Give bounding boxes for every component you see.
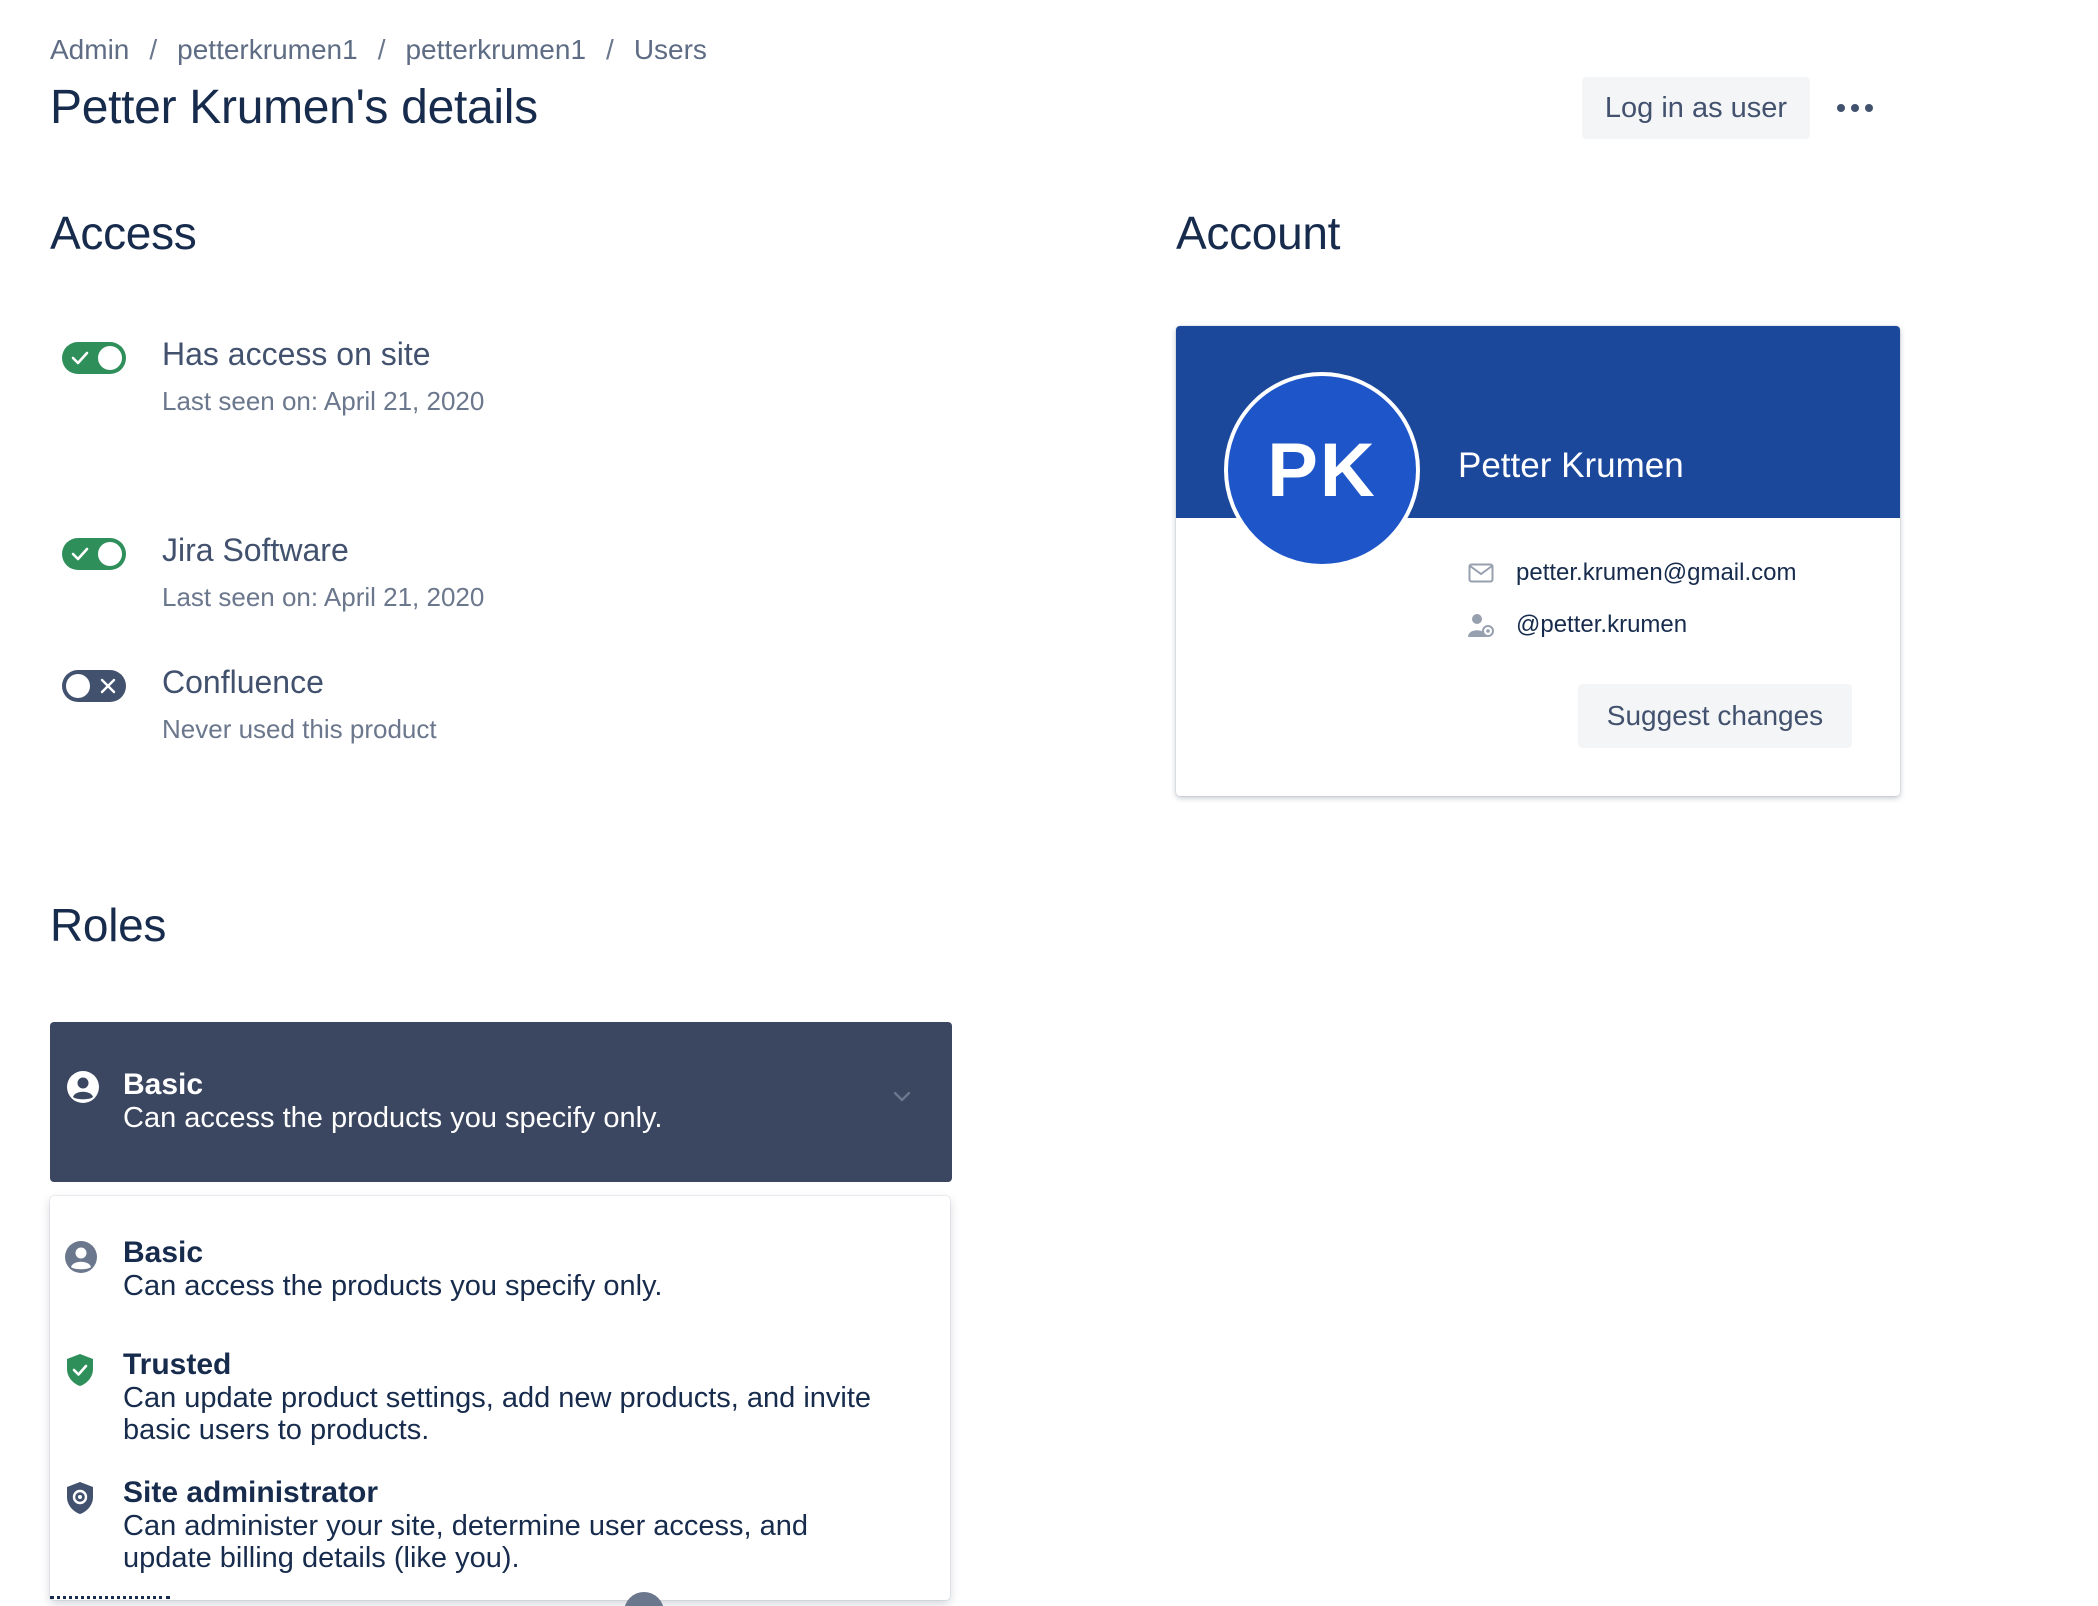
more-actions-button[interactable] — [1830, 88, 1880, 128]
log-in-as-user-button[interactable]: Log in as user — [1582, 77, 1810, 139]
role-option-basic[interactable] — [50, 1236, 950, 1326]
access-item-subtitle: Never used this product — [162, 714, 437, 744]
check-icon — [66, 538, 94, 570]
confluence-access-toggle[interactable] — [62, 670, 126, 702]
role-option-description: Can access the products you specify only. — [123, 1270, 663, 1302]
role-option-site-administrator[interactable] — [50, 1476, 950, 1586]
breadcrumb — [50, 34, 707, 66]
role-dropdown-menu — [50, 1196, 950, 1600]
person-icon — [66, 1070, 100, 1109]
shield-check-icon — [64, 1352, 96, 1393]
account-name: Petter Krumen — [1458, 446, 1684, 485]
shield-gear-icon — [64, 1480, 96, 1521]
jira-access-toggle[interactable] — [62, 538, 126, 570]
access-heading: Access — [50, 207, 197, 259]
account-username — [1466, 610, 1687, 640]
access-item-title: Jira Software — [162, 532, 349, 568]
partially-hidden-text — [50, 1596, 170, 1606]
role-option-title: Site administrator — [123, 1476, 379, 1509]
role-option-title: Trusted — [123, 1348, 232, 1381]
cross-icon — [94, 670, 122, 702]
breadcrumb-separator: / — [606, 34, 614, 65]
email-icon — [1466, 558, 1496, 588]
account-username-text: @petter.krumen — [1516, 611, 1688, 638]
role-select[interactable] — [50, 1022, 952, 1182]
account-email-text: petter.krumen@gmail.com — [1516, 559, 1797, 586]
suggest-changes-button[interactable]: Suggest changes — [1578, 684, 1852, 748]
ellipsis-icon — [1851, 104, 1859, 112]
breadcrumb-admin[interactable]: Admin — [50, 34, 130, 65]
role-option-description: Can administer your site, determine user access, and update billing details (like you). — [123, 1510, 809, 1574]
check-icon — [66, 342, 94, 374]
account-heading: Account — [1176, 207, 1341, 259]
person-icon — [64, 1240, 98, 1279]
role-select-title: Basic — [123, 1068, 204, 1101]
site-access-toggle[interactable] — [62, 342, 126, 374]
access-item-subtitle: Last seen on: April 21, 2020 — [162, 582, 485, 612]
user-mention-icon — [1466, 610, 1496, 640]
page-title: Petter Krumen's details — [50, 81, 538, 134]
avatar: PK — [1224, 372, 1420, 568]
account-card — [1176, 326, 1900, 796]
breadcrumb-separator: / — [149, 34, 158, 65]
toggle-knob — [66, 674, 90, 698]
access-item-subtitle: Last seen on: April 21, 2020 — [162, 386, 485, 416]
breadcrumb-site[interactable]: petterkrumen1 — [177, 34, 358, 65]
toggle-knob — [98, 346, 122, 370]
role-option-description: Can update product settings, add new products, and invite basic users to products. — [123, 1382, 872, 1446]
ellipsis-icon — [1837, 104, 1845, 112]
role-select-description: Can access the products you specify only. — [123, 1102, 663, 1134]
breadcrumb-users[interactable]: Users — [633, 34, 707, 65]
ellipsis-icon — [1865, 104, 1873, 112]
role-option-trusted[interactable] — [50, 1348, 950, 1458]
access-item-title: Confluence — [162, 664, 324, 700]
access-item-title: Has access on site — [162, 336, 431, 372]
breadcrumb-separator: / — [377, 34, 386, 65]
account-email — [1466, 558, 1796, 588]
roles-heading: Roles — [50, 899, 167, 951]
role-option-title: Basic — [123, 1236, 204, 1269]
toggle-knob — [98, 542, 122, 566]
breadcrumb-site-2[interactable]: petterkrumen1 — [405, 34, 587, 65]
chevron-down-icon — [892, 1090, 912, 1109]
